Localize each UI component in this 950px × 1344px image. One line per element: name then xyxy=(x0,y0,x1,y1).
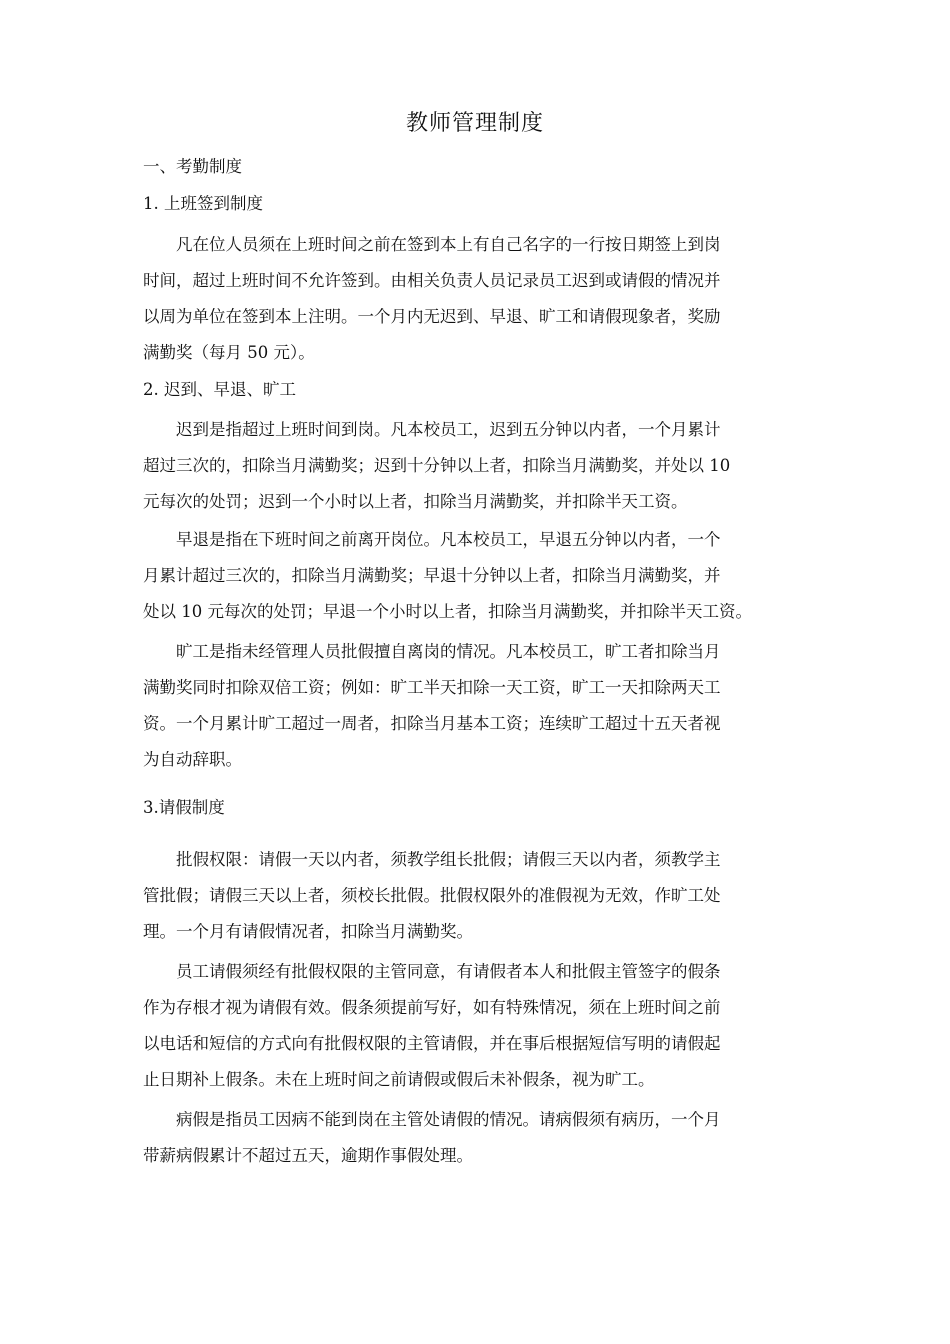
paragraph-line: 止日期补上假条。未在上班时间之前请假或假后未补假条，视为旷工。 xyxy=(143,1070,655,1089)
paragraph-line: 早退是指在下班时间之前离开岗位。凡本校员工，早退五分钟以内者，一个 xyxy=(176,530,721,549)
paragraph-leave-procedure xyxy=(143,954,823,1098)
subsection-heading-sign-in: 1. 上班签到制度 xyxy=(143,194,263,213)
section-heading-attendance: 一、考勤制度 xyxy=(143,157,242,176)
paragraph-line: 作为存根才视为请假有效。假条须提前写好，如有特殊情况，须在上班时间之前 xyxy=(143,998,721,1017)
document-title: 教师管理制度 xyxy=(405,111,544,136)
paragraph-line: 月累计超过三次的，扣除当月满勤奖；早退十分钟以上者，扣除当月满勤奖，并 xyxy=(143,566,721,585)
paragraph-line: 员工请假须经有批假权限的主管同意，有请假者本人和批假主管签字的假条 xyxy=(176,962,721,981)
paragraph-line: 以周为单位在签到本上注明。一个月内无迟到、早退、旷工和请假现象者，奖励 xyxy=(143,307,721,326)
paragraph-line: 理。一个月有请假情况者，扣除当月满勤奖。 xyxy=(143,922,473,941)
paragraph-line: 病假是指员工因病不能到岗在主管处请假的情况。请病假须有病历，一个月 xyxy=(176,1110,721,1129)
paragraph-leave-authority xyxy=(143,842,823,950)
paragraph-line: 满勤奖（每月 50 元）。 xyxy=(143,343,315,362)
paragraph-line: 超过三次的，扣除当月满勤奖；迟到十分钟以上者，扣除当月满勤奖，并处以 10 xyxy=(143,456,731,475)
paragraph-line: 资。一个月累计旷工超过一周者，扣除当月基本工资；连续旷工超过十五天者视 xyxy=(143,714,721,733)
paragraph-line: 凡在位人员须在上班时间之前在签到本上有自己名字的一行按日期签上到岗 xyxy=(176,235,721,254)
paragraph-line: 迟到是指超过上班时间到岗。凡本校员工，迟到五分钟以内者，一个月累计 xyxy=(176,420,721,439)
paragraph-line: 旷工是指未经管理人员批假擅自离岗的情况。凡本校员工，旷工者扣除当月 xyxy=(176,642,721,661)
paragraph-line: 带薪病假累计不超过五天，逾期作事假处理。 xyxy=(143,1146,473,1165)
paragraph-line: 时间，超过上班时间不允许签到。由相关负责人员记录员工迟到或请假的情况并 xyxy=(143,271,721,290)
paragraph-line: 元每次的处罚；迟到一个小时以上者，扣除当月满勤奖，并扣除半天工资。 xyxy=(143,492,688,511)
subsection-heading-late-early-absent: 2. 迟到、早退、旷工 xyxy=(143,380,296,399)
paragraph-absenteeism xyxy=(143,634,823,778)
paragraph-line: 以电话和短信的方式向有批假权限的主管请假，并在事后根据短信写明的请假起 xyxy=(143,1034,721,1053)
paragraph-line: 为自动辞职。 xyxy=(143,750,242,769)
paragraph-line: 处以 10 元每次的处罚；早退一个小时以上者，扣除当月满勤奖，并扣除半天工资。 xyxy=(143,602,752,621)
paragraph-sick-leave xyxy=(143,1102,823,1174)
paragraph-line: 管批假；请假三天以上者，须校长批假。批假权限外的准假视为无效，作旷工处 xyxy=(143,886,721,905)
subsection-heading-leave: 3.请假制度 xyxy=(143,798,225,817)
paragraph-line: 批假权限：请假一天以内者，须教学组长批假；请假三天以内者，须教学主 xyxy=(176,850,721,869)
paragraph-early-leave xyxy=(143,522,823,630)
paragraph-late xyxy=(143,412,823,520)
paragraph-line: 满勤奖同时扣除双倍工资；例如：旷工半天扣除一天工资，旷工一天扣除两天工 xyxy=(143,678,721,697)
paragraph-sign-in xyxy=(143,227,823,371)
